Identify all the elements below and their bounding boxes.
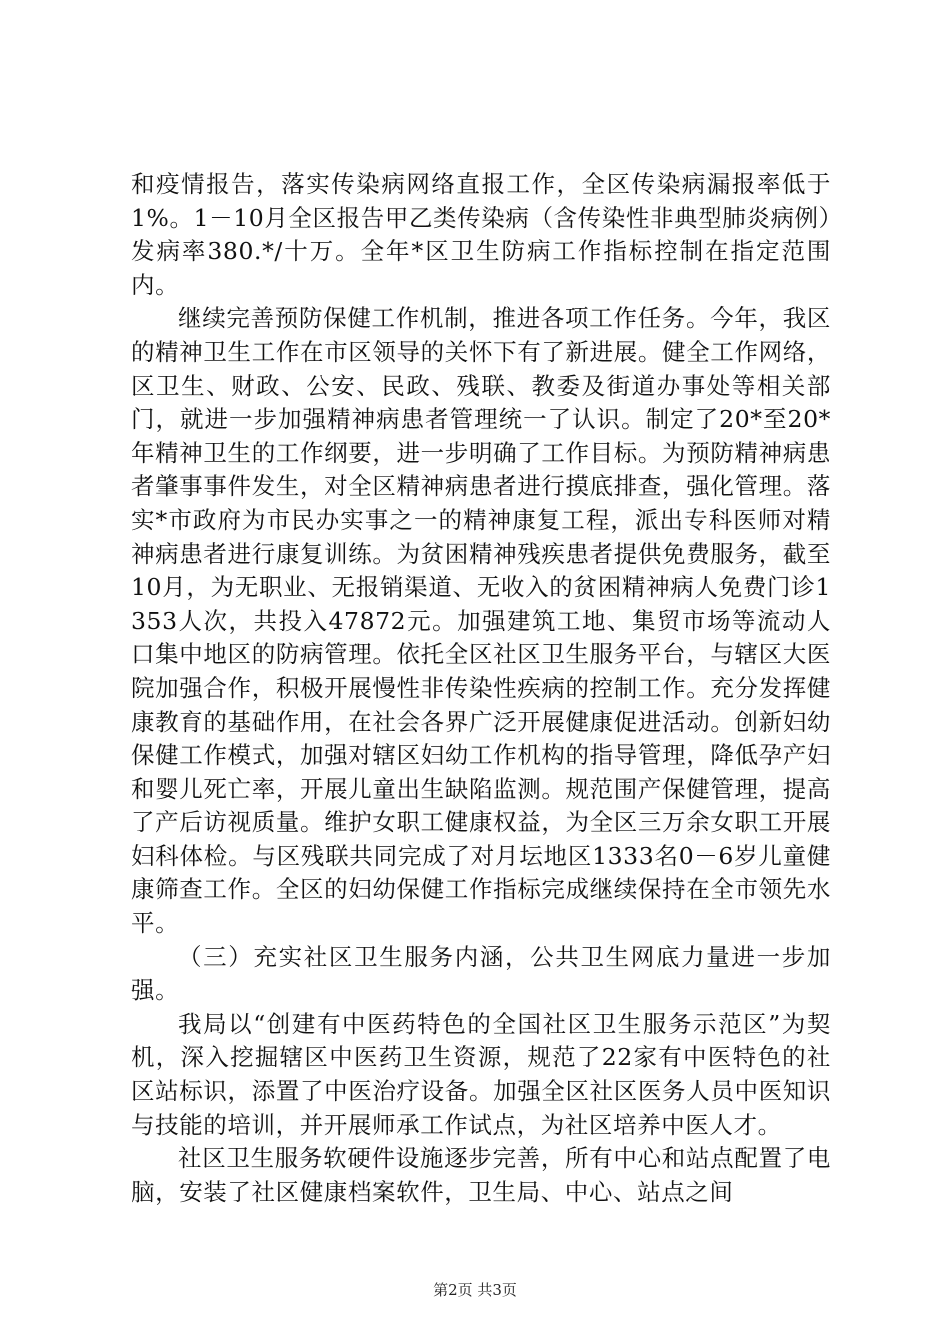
document-body [131, 168, 831, 1209]
paragraph-prevention-mechanism: 继续完善预防保健工作机制，推进各项工作任务。今年，我区的精神卫生工作在市区领导的关怀下有了新进展。健全工作网络，区卫生、财政、公安、民政、残联、教委及街道办事处等相关部门，就进一步加强精神病患者管理统一了认识。制定了20*至20*年精神卫生的工作纲要，进一步明确了工作目标。为预防精神病患者肇事事件发生，对全区精神病患者进行摸底排查，强化管理。落实*市政府为市民办实事之一的精神康复工程，派出专科医师对精神病患者进行康复训练。为贫困精神残疾患者提供免费服务，截至10月，为无职业、无报销渠道、无收入的贫困精神病人免费门诊1353人次，共投入47872元。加强建筑工地、集贸市场等流动人口集中地区的防病管理。依托全区社区卫生服务平台，与辖区大医院加强合作，积极开展慢性非传染性疾病的控制工作。充分发挥健康教育的基础作用，在社会各界广泛开展健康促进活动。创新妇幼保健工作模式，加强对辖区妇幼工作机构的指导管理，降低孕产妇和婴儿死亡率，开展儿童出生缺陷监测。规范围产保健管理，提高了产后访视质量。维护女职工健康权益，为全区三万余女职工开展妇科体检。与区残联共同完成了对月坛地区1333名0－6岁儿童健康筛查工作。全区的妇幼保健工作指标完成继续保持在全市领先水平。 [131, 304, 831, 938]
paragraph-epidemic-report: 和疫情报告，落实传染病网络直报工作，全区传染病漏报率低于1%。1－10月全区报告甲乙类传染病（含传染性非典型肺炎病例）发病率380.*/十万。全年*区卫生防病工作指标控制在指定范围内。 [131, 170, 831, 299]
paragraph-community-facilities: 社区卫生服务软硬件设施逐步完善，所有中心和站点配置了电脑，安装了社区健康档案软件，卫生局、中心、站点之间 [131, 1144, 831, 1206]
section-heading-community-health: （三）充实社区卫生服务内涵，公共卫生网底力量进一步加强。 [131, 942, 831, 1005]
page-number-footer: 第2页 共3页 [433, 1281, 517, 1299]
paragraph-tcm-demonstration: 我局以“创建有中医药特色的全国社区卫生服务示范区”为契机，深入挖掘辖区中医药卫生资源，规范了22家有中医特色的社区站标识，添置了中医治疗设备。加强全区社区医务人员中医知识与技能的培训，并开展师承工作试点，为社区培养中医人才。 [131, 1009, 831, 1139]
